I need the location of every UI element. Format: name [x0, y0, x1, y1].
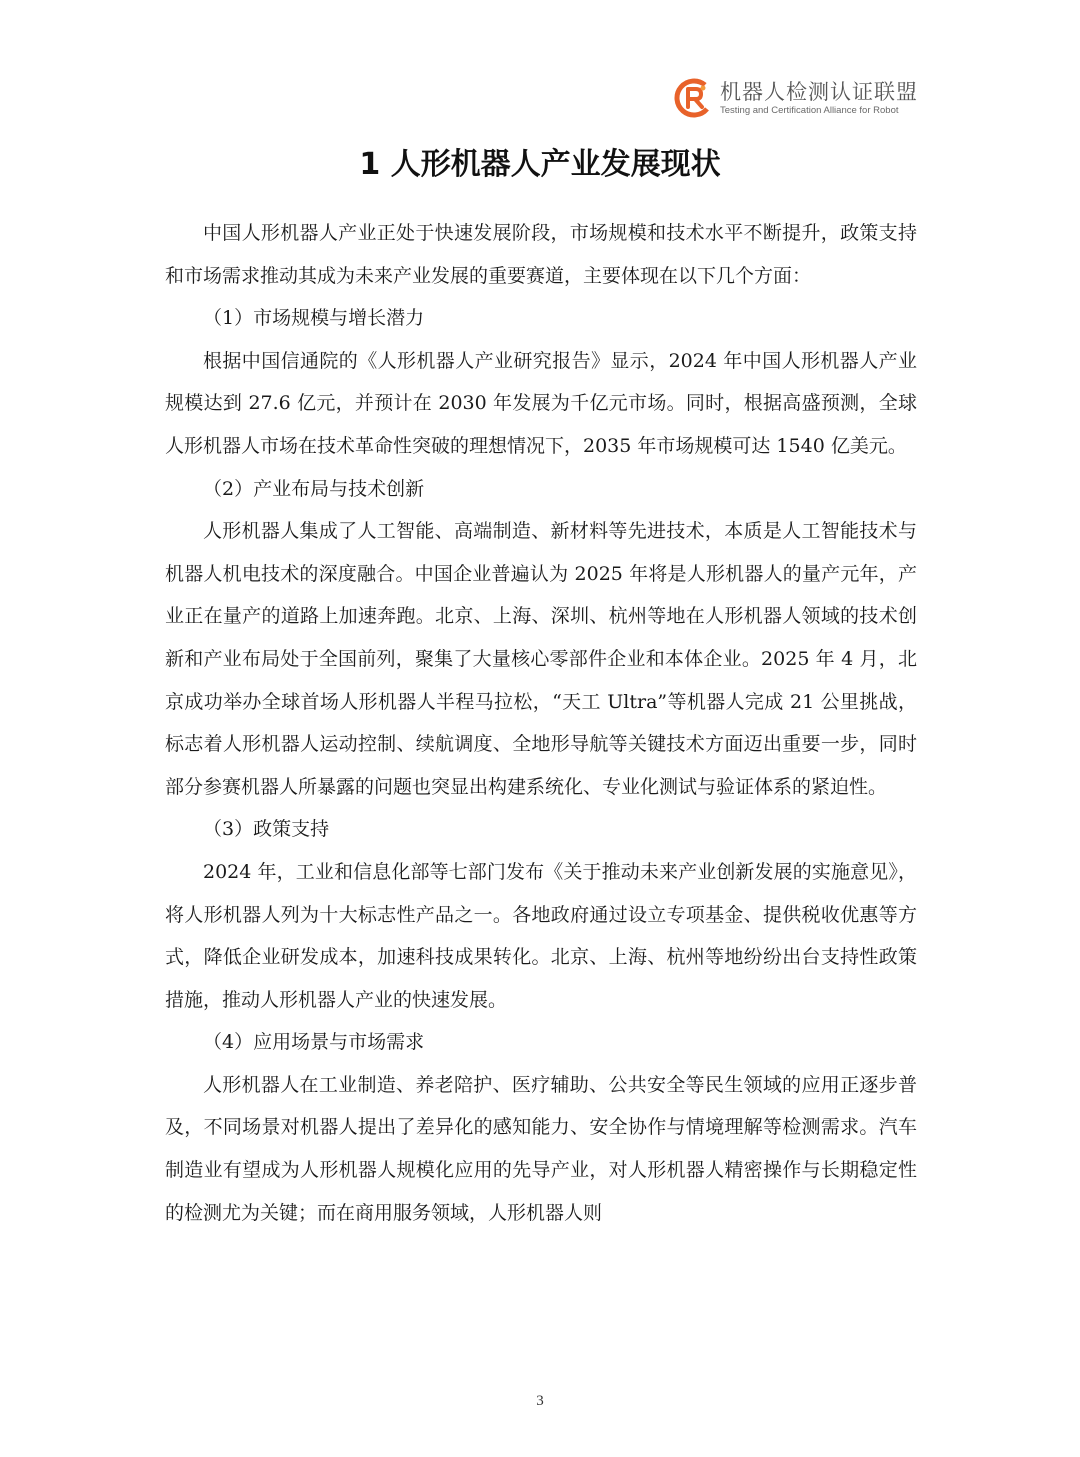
- header-logo: [674, 78, 918, 118]
- paragraph-market-scale: 根据中国信通院的《人形机器人产业研究报告》显示，2024 年中国人形机器人产业规模达到 27.6 亿元，并预计在 2030 年发展为千亿元市场。同时，根据高盛预测，全球人形机器人市场在技术革命性突破的理想情况下，2035 年市场规模可达 1540 亿美元。: [165, 349, 917, 457]
- subheading-policy-support: （3）政策支持: [203, 818, 330, 841]
- page-title: 1 人形机器人产业发展现状: [359, 147, 721, 182]
- org-name-cn: 机器人检测认证联盟: [720, 80, 918, 104]
- page-number: 3: [536, 1393, 544, 1409]
- paragraph-policy-support: 2024 年，工业和信息化部等七部门发布《关于推动未来产业创新发展的实施意见》，将人形机器人列为十大标志性产品之一。各地政府通过设立专项基金、提供税收优惠等方式，降低企业研发成本，加速科技成果转化。北京、上海、杭州等地纷纷出台支持性政策措施，推动人形机器人产业的快速发展。: [165, 860, 917, 1011]
- subheading-industry-layout: （2）产业布局与技术创新: [203, 477, 425, 500]
- paragraph-intro: 中国人形机器人产业正处于快速发展阶段，市场规模和技术水平不断提升，政策支持和市场需求推动其成为未来产业发展的重要赛道，主要体现在以下几个方面：: [165, 222, 917, 287]
- subheading-market-scale: （1）市场规模与增长潜力: [203, 307, 425, 330]
- document-body: [165, 212, 917, 1234]
- paragraph-industry-layout: 人形机器人集成了人工智能、高端制造、新材料等先进技术，本质是人工智能技术与机器人机电技术的深度融合。中国企业普遍认为 2025 年将是人形机器人的量产元年，产业正在量产的道路上加速奔跑。北京、上海、深圳、杭州等地在人形机器人领域的技术创新和产业布局处于全国前列，聚集了大量核心零部件企业和本体企业。2025 年 4 月，北京成功举办全球首场人形机器人半程马拉松，“天工 Ultra”等机器人完成 21 公里挑战，标志着人形机器人运动控制、续航调度、全地形导航等关键技术方面迈出重要一步，同时部分参赛机器人所暴露的问题也突显出构建系统化、专业化测试与验证体系的紧迫性。: [165, 520, 917, 798]
- robot-alliance-logo-icon: [674, 78, 714, 118]
- subheading-applications: （4）应用场景与市场需求: [203, 1031, 425, 1054]
- org-name-en: Testing and Certification Alliance for Robot: [720, 105, 899, 116]
- paragraph-applications: 人形机器人在工业制造、养老陪护、医疗辅助、公共安全等民生领域的应用正逐步普及，不同场景对机器人提出了差异化的感知能力、安全协作与情境理解等检测需求。汽车制造业有望成为人形机器人规模化应用的先导产业，对人形机器人精密操作与长期稳定性的检测尤为关键；而在商用服务领域，人形机器人则: [165, 1073, 917, 1224]
